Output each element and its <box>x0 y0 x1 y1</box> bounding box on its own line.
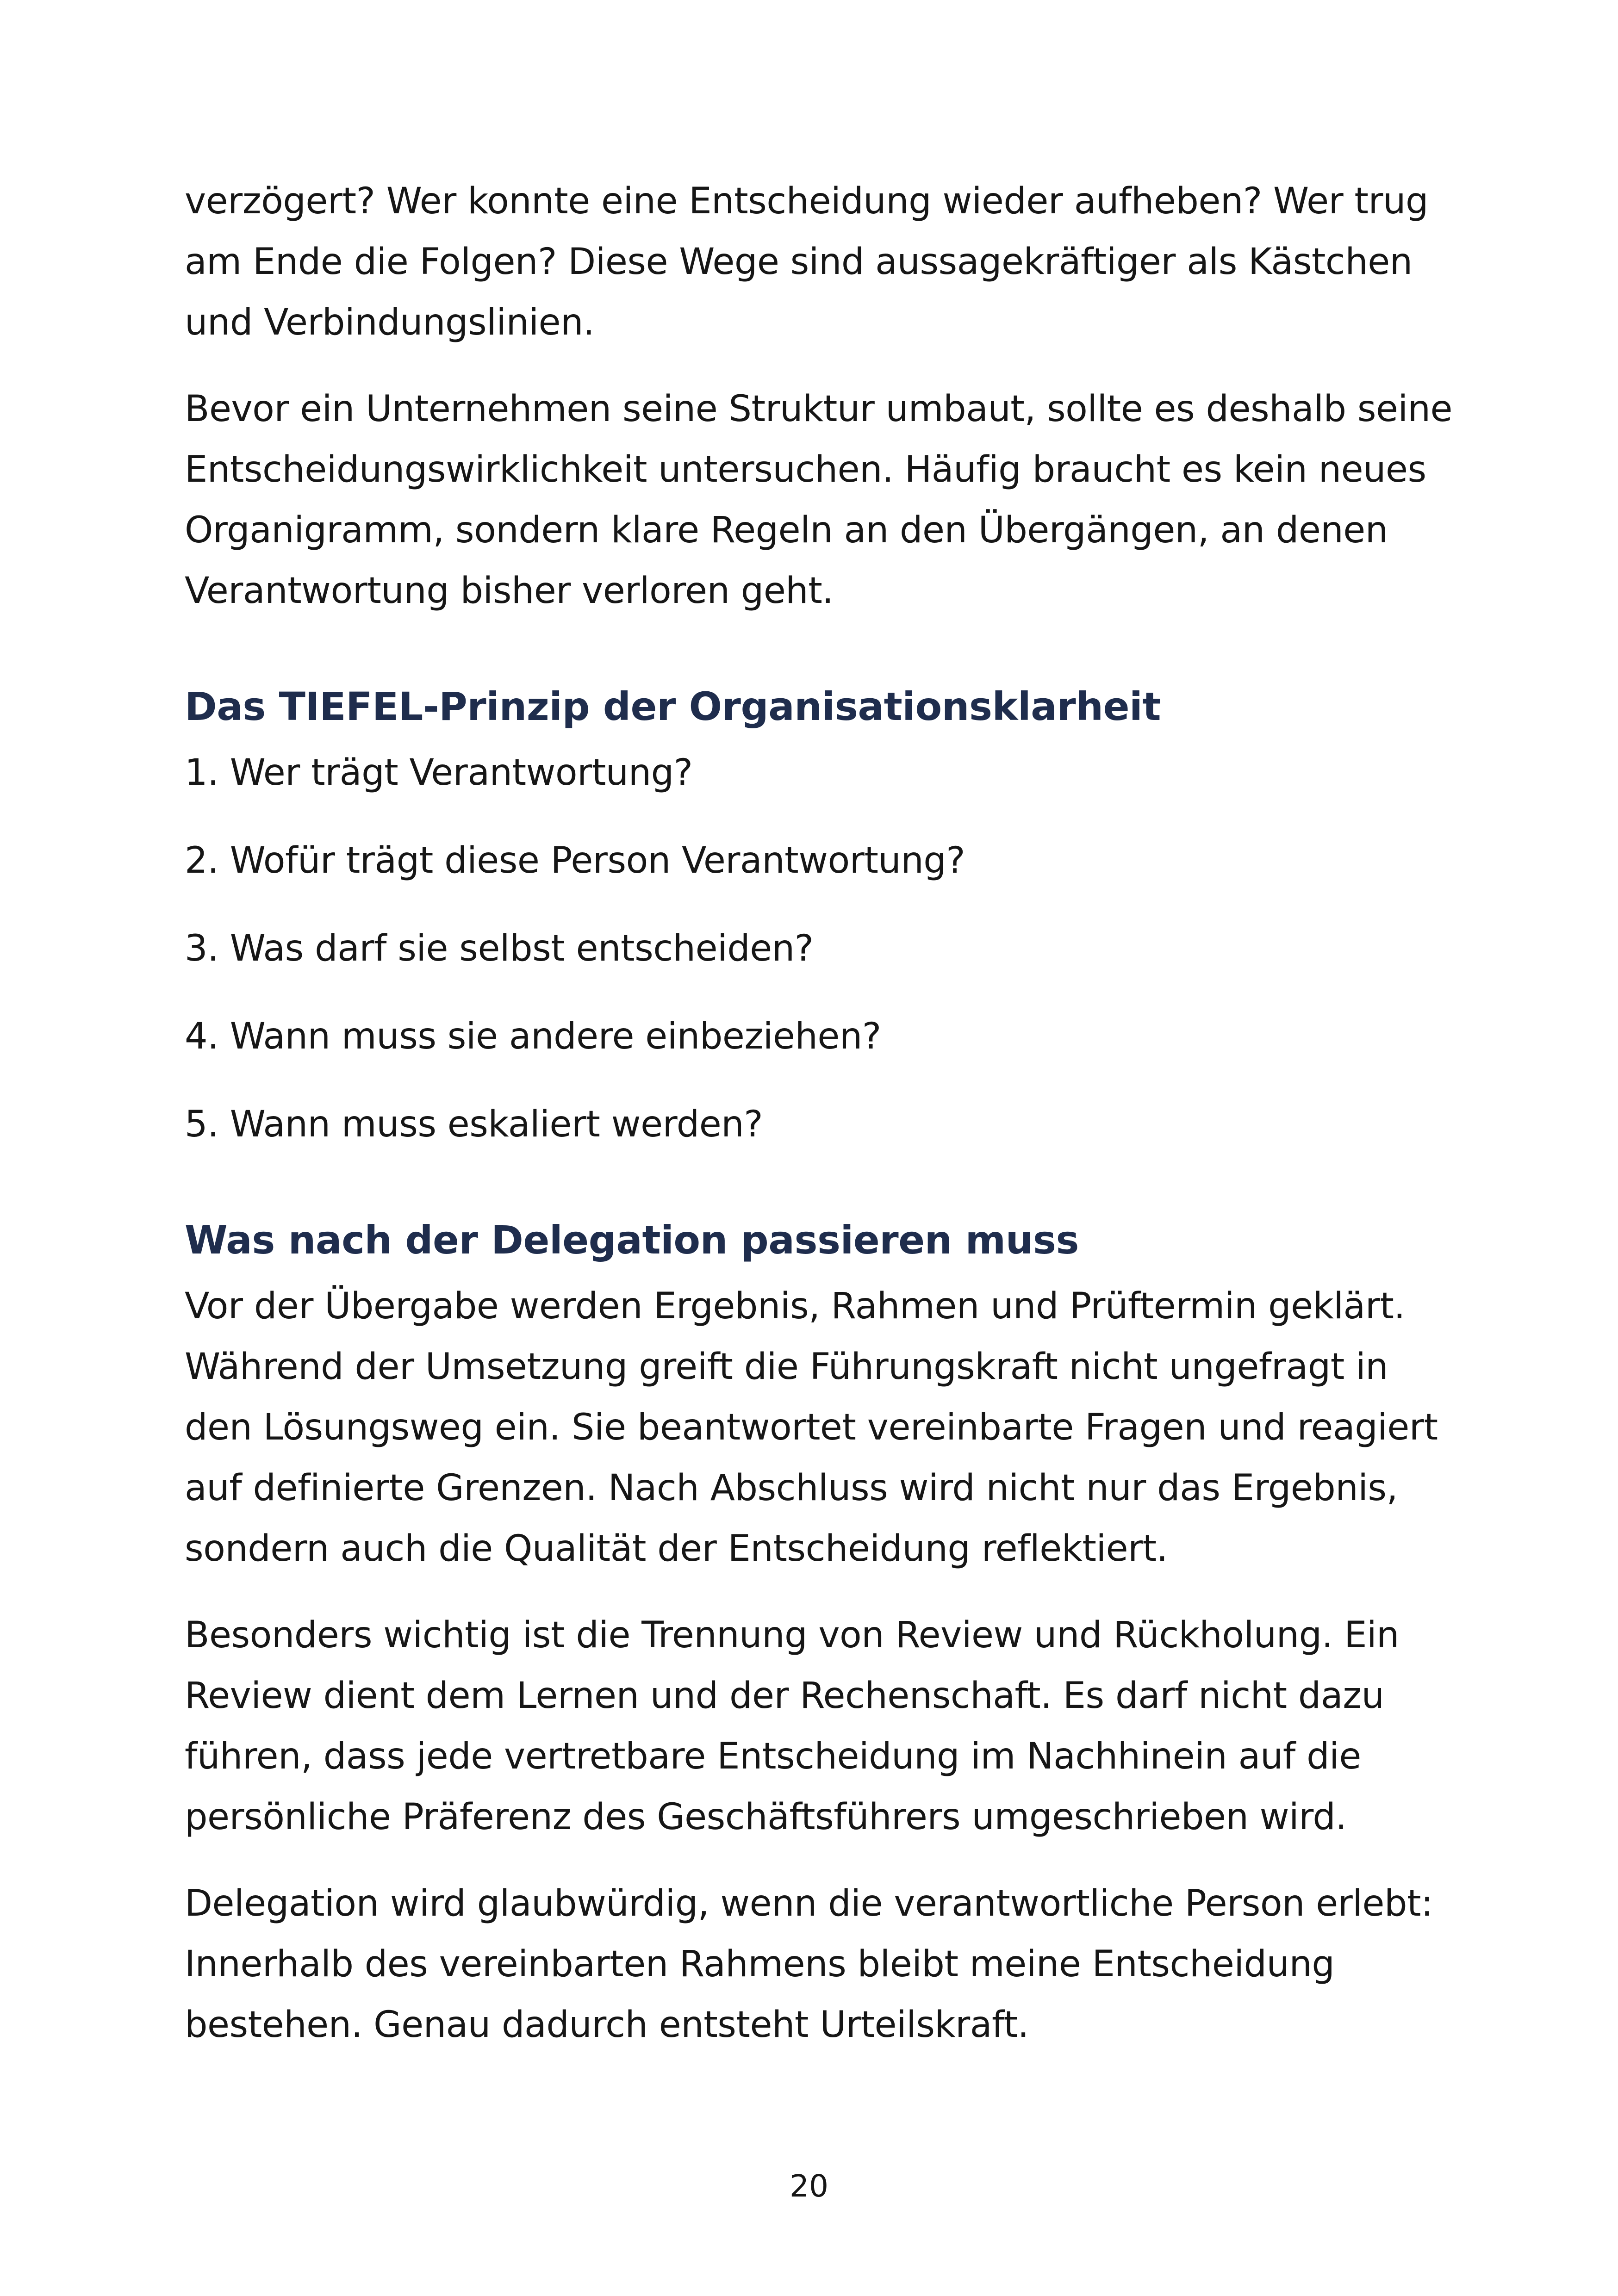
list-item: 4. Wann muss sie andere einbeziehen? <box>185 1016 881 1057</box>
body-paragraph: Besonders wichtig ist die Trennung von Review und Rückholung. Ein Review dient dem Lernen und der Rechenschaft. Es darf nicht dazu führen, dass jede vertretbare Entscheidung im Nachhinein auf die persönliche Präferenz des Geschäftsführers umgeschrieben wird. <box>185 1614 1400 1838</box>
list-item: 5. Wann muss eskaliert werden? <box>185 1104 763 1145</box>
section-heading-tiefel: Das TIEFEL-Prinzip der Organisationsklarheit <box>185 684 1161 729</box>
question-list <box>185 743 1462 1155</box>
body-paragraph: Bevor ein Unternehmen seine Struktur umbaut, sollte es deshalb seine Entscheidungswirklichkeit untersuchen. Häufig braucht es kein neues Organigramm, sondern klare Regeln an den Übergängen, an denen Verantwortung bisher verloren geht. <box>185 388 1453 612</box>
list-item: 2. Wofür trägt diese Person Verantwortung? <box>185 840 965 881</box>
page-content <box>185 171 1462 2081</box>
body-paragraph: verzögert? Wer konnte eine Entscheidung wieder aufheben? Wer trug am Ende die Folgen? Diese Wege sind aussagekräftiger als Kästchen und Verbindungslinien. <box>185 180 1429 343</box>
body-paragraph: Delegation wird glaubwürdig, wenn die verantwortliche Person erlebt: Innerhalb des vereinbarten Rahmens bleibt meine Entscheidung bestehen. Genau dadurch entsteht Urteilskraft. <box>185 1883 1433 2046</box>
list-item: 1. Wer trägt Verantwortung? <box>185 752 693 794</box>
section-heading-delegation: Was nach der Delegation passieren muss <box>185 1217 1079 1263</box>
body-paragraph: Vor der Übergabe werden Ergebnis, Rahmen und Prüftermin geklärt. Während der Umsetzung greift die Führungskraft nicht ungefragt in den Lösungsweg ein. Sie beantwortet vereinbarte Fragen und reagiert auf definierte Grenzen. Nach Abschluss wird nicht nur das Ergebnis, sondern auch die Qualität der Entscheidung reflektiert. <box>185 1285 1438 1570</box>
page-number: 20 <box>790 2168 828 2204</box>
list-item: 3. Was darf sie selbst entscheiden? <box>185 928 814 969</box>
